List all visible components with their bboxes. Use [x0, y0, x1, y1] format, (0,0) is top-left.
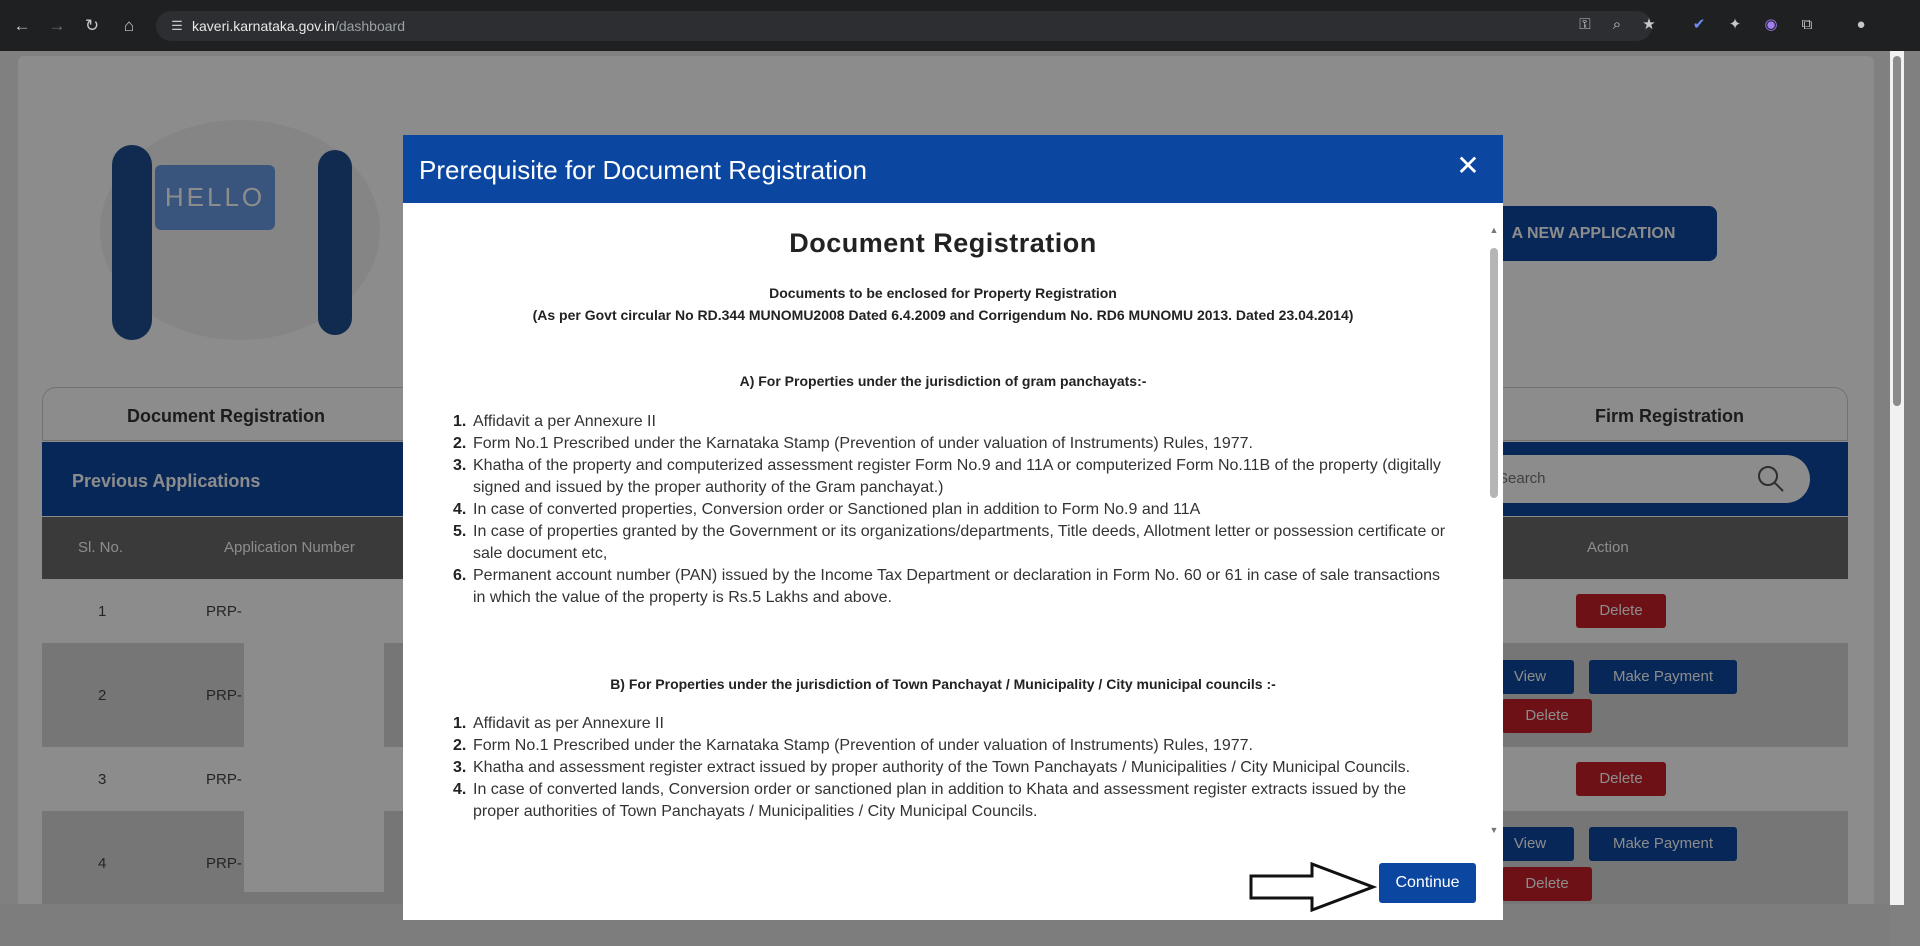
modal-header — [403, 135, 1503, 203]
scroll-down-icon[interactable]: ▼ — [1489, 825, 1499, 835]
row-application-number[interactable]: PRP- — [206, 771, 242, 788]
list-item: 4. In case of converted properties, Conversion order or Sanctioned plan in addition to Form No.9 and 11A — [453, 501, 1201, 518]
section-a-heading: A) For Properties under the jurisdiction of gram panchayats:- — [739, 373, 1147, 389]
pointer-arrow-icon — [1248, 862, 1378, 912]
view-button[interactable]: View — [1486, 827, 1574, 861]
row-application-number[interactable]: PRP- — [206, 855, 242, 872]
zoom-icon[interactable]: ⌕ — [1612, 16, 1622, 33]
list-item: 1. Affidavit a per Annexure II — [453, 413, 656, 430]
enclosure-subtitle: Documents to be enclosed for Property Registration — [769, 285, 1117, 301]
browser-toolbar — [0, 0, 1920, 51]
row-application-number[interactable]: PRP- — [206, 603, 242, 620]
extension-purple-icon[interactable]: ◉ — [1764, 16, 1778, 33]
modal-scrollbar[interactable] — [1488, 225, 1500, 837]
site-info-icon[interactable]: ☰ — [171, 18, 183, 33]
list-item: 2. Form No.1 Prescribed under the Karnataka Stamp (Prevention of under valuation of Instruments) Rules, 1977. — [453, 435, 1253, 452]
delete-button[interactable]: Delete — [1502, 867, 1592, 901]
row-application-number[interactable]: PRP- — [206, 687, 242, 704]
address-bar[interactable] — [156, 11, 1652, 41]
column-application-number: Application Number — [224, 539, 355, 556]
list-item: 6. Permanent account number (PAN) issued by the Income Tax Department or declaration in Form No. 60 or 61 in case of sale transactions in which the value of the property is Rs.5 Lakhs and above. — [453, 567, 1440, 606]
previous-applications-title: Previous Applications — [72, 471, 261, 491]
row-sl-no: 1 — [98, 603, 107, 620]
back-icon[interactable]: ← — [13, 16, 31, 35]
delete-button[interactable]: Delete — [1502, 699, 1592, 733]
column-action: Action — [1587, 539, 1629, 556]
tab-document-registration[interactable]: Document Registration — [127, 406, 326, 426]
page-scrollbar[interactable] — [1890, 51, 1904, 905]
tab-firm-registration[interactable]: Firm Registration — [1595, 406, 1745, 426]
continue-button[interactable]: Continue — [1379, 863, 1476, 903]
page-scrollbar-thumb[interactable] — [1893, 56, 1901, 406]
section-a-list — [453, 411, 1453, 609]
modal-title: Prerequisite for Document Registration — [419, 155, 867, 185]
list-item: 5. In case of properties granted by the Government or its organizations/departments, Title deeds, Allotment letter or possession certificate or sale document etc, — [453, 523, 1446, 562]
delete-button[interactable]: Delete — [1576, 594, 1666, 628]
url-text[interactable]: kaveri.karnataka.gov.in/dashboard — [192, 18, 405, 34]
new-application-button[interactable]: A NEW APPLICATION — [1470, 206, 1717, 261]
modal-scrollbar-thumb[interactable] — [1490, 248, 1498, 498]
section-b-list — [453, 713, 1453, 823]
extension-star-icon[interactable]: ✦ — [1728, 16, 1742, 33]
list-item: 3. Khatha and assessment register extract issued by proper authority of the Town Panchayats / Municipalities / City Municipal Councils. — [453, 759, 1411, 776]
extension-check-icon[interactable]: ✔ — [1692, 16, 1706, 33]
row-sl-no: 4 — [98, 855, 107, 872]
home-icon[interactable]: ⌂ — [123, 16, 135, 35]
row-sl-no: 2 — [98, 687, 107, 704]
bookmark-star-icon[interactable]: ★ — [1642, 16, 1656, 33]
section-b-heading: B) For Properties under the jurisdiction of Town Panchayat / Municipality / City municipal councils :- — [610, 676, 1276, 692]
password-key-icon[interactable]: ⚿ — [1579, 16, 1591, 33]
list-item: 1. Affidavit as per Annexure II — [453, 715, 664, 732]
reload-icon[interactable]: ↻ — [84, 16, 100, 35]
hello-board: HELLO — [155, 165, 275, 230]
delete-button[interactable]: Delete — [1576, 762, 1666, 796]
profile-avatar-icon[interactable]: ● — [1856, 16, 1866, 33]
forward-icon[interactable]: → — [48, 16, 66, 35]
close-icon[interactable]: ✕ — [1456, 150, 1480, 181]
list-item: 3. Khatha of the property and computerized assessment register Form No.9 and 11A or computerized Form No.11B of the property (digitally signed and issued by the proper authority of the Gram panchayat.) — [453, 457, 1441, 496]
extensions-puzzle-icon[interactable]: ⧉ — [1801, 16, 1813, 33]
row-sl-no: 3 — [98, 771, 107, 788]
make-payment-button[interactable]: Make Payment — [1589, 827, 1737, 861]
view-button[interactable]: View — [1486, 660, 1574, 694]
column-sl-no: Sl. No. — [78, 539, 124, 556]
prerequisite-modal — [403, 135, 1503, 920]
list-item: 4. In case of converted lands, Conversion order or sanctioned plan in addition to Khata and assessment register extracts issued by the proper authorities of Town Panchayats / Municipalities / City Municipal Councils. — [453, 781, 1406, 820]
circular-reference: (As per Govt circular No RD.344 MUNOMU2008 Dated 6.4.2009 and Corrigendum No. RD6 MUNOMU 2013. Dated 23.04.2014) — [532, 307, 1354, 323]
scroll-up-icon[interactable]: ▲ — [1489, 225, 1499, 235]
make-payment-button[interactable]: Make Payment — [1589, 660, 1737, 694]
document-heading: Document Registration — [789, 228, 1097, 258]
list-item: 2. Form No.1 Prescribed under the Karnataka Stamp (Prevention of under valuation of Instruments) Rules, 1977. — [453, 737, 1253, 754]
modal-body[interactable] — [403, 203, 1493, 845]
